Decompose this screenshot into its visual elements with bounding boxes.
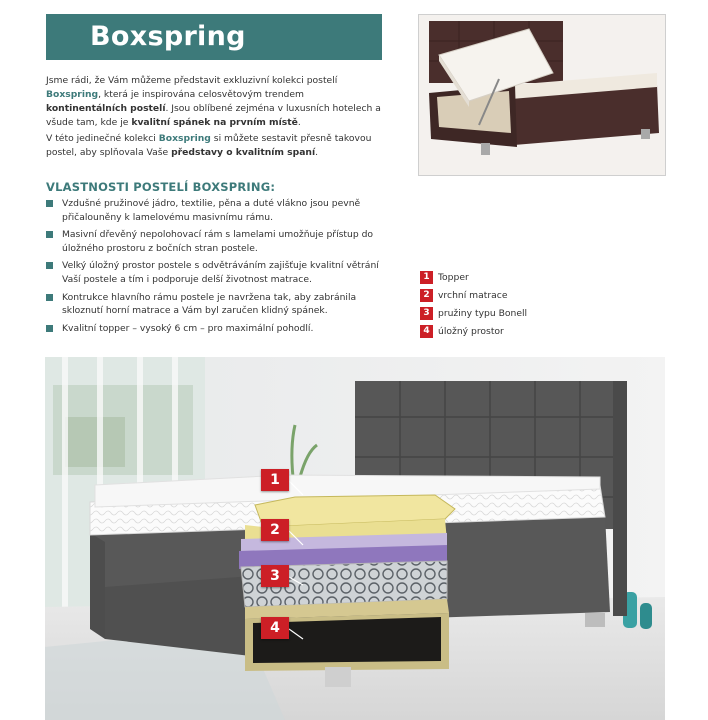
bullet-square-icon bbox=[46, 231, 53, 238]
property-text: Kvalitní topper – vysoký 6 cm – pro maximální pohodlí. bbox=[62, 322, 314, 334]
storage-bed-illustration bbox=[419, 15, 665, 175]
properties-list bbox=[46, 197, 391, 339]
legend-label: pružiny typu Bonell bbox=[438, 308, 528, 319]
intro-paragraph-2 bbox=[46, 132, 386, 160]
intro-text-segment: Jsme rádi, že Vám můžeme představit exkluzivní kolekci postelí bbox=[46, 75, 338, 86]
legend-label: úložný prostor bbox=[438, 326, 504, 337]
title-banner bbox=[46, 14, 382, 60]
properties-heading: VLASTNOSTI POSTELÍ BOXSPRING: bbox=[46, 180, 276, 194]
page-title: Boxspring bbox=[90, 21, 246, 52]
intro-emphasis: kontinentálních postelí bbox=[46, 103, 166, 115]
layers-legend bbox=[420, 270, 620, 342]
bullet-square-icon bbox=[46, 325, 53, 332]
legend-label: vrchní matrace bbox=[438, 290, 508, 301]
legend-item bbox=[420, 324, 620, 342]
intro-text-segment: si můžete sestavit přesně takovou postel, aby splňovala Vaše bbox=[46, 133, 372, 159]
bullet-square-icon bbox=[46, 200, 53, 207]
bullet-square-icon bbox=[46, 294, 53, 301]
legend-label: Topper bbox=[438, 272, 469, 283]
property-text: Masivní dřevěný nepolohovací rám s lamelami umožňuje přístup do úložného prostoru z bočních stran postele. bbox=[62, 229, 374, 254]
callout-badge: 3 bbox=[261, 565, 289, 587]
bed-cross-section-photo bbox=[45, 357, 665, 720]
intro-paragraph-1 bbox=[46, 74, 386, 130]
list-item bbox=[46, 322, 391, 336]
brand-name: Boxspring bbox=[158, 133, 211, 145]
callout-badge: 4 bbox=[261, 617, 289, 639]
legend-number-badge: 4 bbox=[420, 325, 433, 338]
property-text: Kontrukce hlavního rámu postele je navržena tak, aby zabránila skloznutí horní matrace a Vám byl zaručen klidný spánek. bbox=[62, 291, 357, 317]
intro-text-segment: V této jedinečné kolekci bbox=[46, 133, 159, 145]
intro-text-segment: . bbox=[297, 117, 301, 129]
intro-text-segment: , která je inspirována celosvětovým trendem bbox=[98, 89, 304, 101]
list-item bbox=[46, 228, 391, 255]
intro-text-segment: . Jsou oblíbené zejména v luxusních hotelech a všude tam, kde je bbox=[46, 103, 381, 129]
storage-bed-photo bbox=[418, 14, 666, 176]
intro-text-segment: . bbox=[315, 147, 319, 159]
legend-number-badge: 1 bbox=[420, 271, 433, 284]
callout-badge: 1 bbox=[261, 469, 289, 491]
brand-name: Boxspring bbox=[46, 89, 99, 101]
bullet-square-icon bbox=[46, 262, 53, 269]
legend-item bbox=[420, 270, 620, 288]
legend-item bbox=[420, 306, 620, 324]
list-item bbox=[46, 291, 391, 318]
property-text: Vzdušné pružinové jádro, textilie, pěna a duté vlákno jsou pevně přičalouněny k lamelovému masivnímu rámu. bbox=[62, 198, 361, 223]
callout-badge: 2 bbox=[261, 519, 289, 541]
property-text: Velký úložný prostor postele s odvětráváním zajišťuje kvalitní větrání Vaší postele a tím i podporuje delší životnost matrace. bbox=[62, 260, 379, 285]
bed-cross-section-illustration bbox=[45, 357, 665, 720]
list-item bbox=[46, 197, 391, 224]
intro-emphasis: kvalitní spánek na prvním místě bbox=[131, 117, 298, 129]
legend-number-badge: 3 bbox=[420, 307, 433, 320]
legend-number-badge: 2 bbox=[420, 289, 433, 302]
legend-item bbox=[420, 288, 620, 306]
list-item bbox=[46, 259, 391, 286]
intro-emphasis: představy o kvalitním spaní bbox=[171, 147, 316, 159]
intro-text bbox=[46, 74, 386, 163]
